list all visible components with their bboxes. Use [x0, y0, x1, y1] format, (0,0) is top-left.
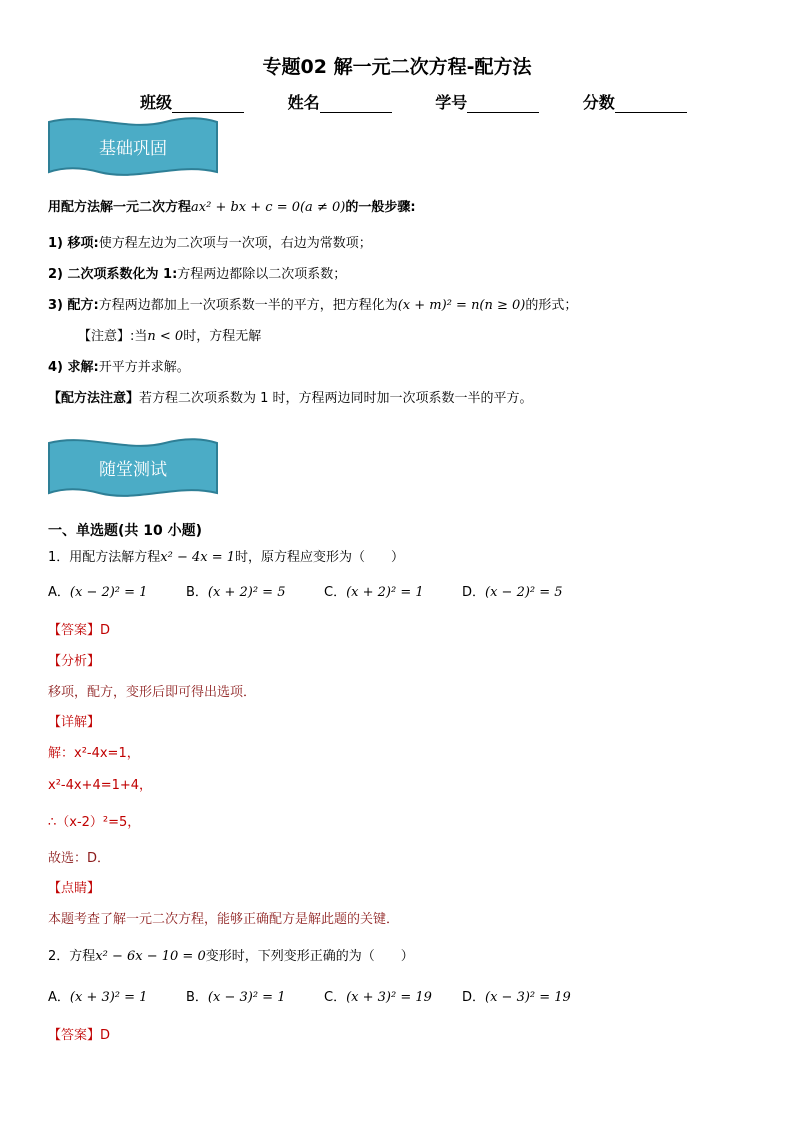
banner-test — [47, 437, 219, 499]
q1-detail-line-4: 故选：D． — [48, 851, 111, 866]
q1-detail-line-3: ∴（x-2）²=5， — [48, 815, 141, 830]
score-blank[interactable] — [615, 96, 687, 113]
q1-detail-line-2: x²-4x+4=1+4， — [48, 778, 153, 793]
step-4: 4) 求解:开平方并求解。 — [48, 360, 190, 375]
class-blank[interactable] — [172, 96, 244, 113]
q2-answer: 【答案】D — [48, 1028, 111, 1043]
q1-option-d[interactable]: D．(x − 2)² = 5 — [462, 585, 563, 600]
q1-option-b[interactable]: B．(x + 2)² = 5 — [186, 585, 286, 600]
q1-analysis-label: 【分析】 — [48, 654, 101, 669]
q1-analysis-text: 移项，配方，变形后即可得出选项． — [48, 685, 257, 700]
step-2: 2) 二次项系数化为 1:方程两边都除以二次项系数； — [48, 267, 347, 282]
q2-option-d[interactable]: D．(x − 3)² = 19 — [462, 990, 571, 1005]
question-1-stem: 1．用配方法解方程x² − 4x = 1时，原方程应变形为（ ） — [48, 550, 405, 565]
number-blank[interactable] — [467, 96, 539, 113]
section-heading: 一、单选题(共 10 小题) — [48, 523, 203, 539]
field-number: 学号 — [435, 90, 539, 113]
question-2-options — [48, 989, 600, 1007]
note: 【注意】:当n < 0时，方程无解 — [78, 329, 262, 344]
banner-basic-label: 基础巩固 — [99, 139, 167, 159]
q1-option-c[interactable]: C．(x + 2)² = 1 — [324, 585, 424, 600]
student-info-row — [140, 90, 725, 113]
method-tip: 【配方法注意】若方程二次项系数为 1 时，方程两边同时加一次项系数一半的平方。 — [48, 391, 533, 406]
step-3: 3) 配方:方程两边都加上一次项系数一半的平方，把方程化为(x + m)² = n(n ≥ 0)的形式； — [48, 298, 578, 313]
banner-basic — [47, 116, 219, 178]
question-2-stem: 2．方程x² − 6x − 10 = 0变形时，下列变形正确的为（ ） — [48, 949, 414, 964]
theory-intro: 用配方法解一元二次方程ax² + bx + c = 0(a ≠ 0)的一般步骤: — [48, 200, 416, 215]
field-name: 姓名 — [288, 90, 392, 113]
q1-option-a[interactable]: A．(x − 2)² = 1 — [48, 585, 148, 600]
q2-option-a[interactable]: A．(x + 3)² = 1 — [48, 990, 148, 1005]
question-1-options — [48, 584, 600, 602]
page-title: 专题02 解一元二次方程-配方法 — [262, 56, 532, 78]
step-1: 1) 移项:使方程左边为二次项与一次项，右边为常数项； — [48, 236, 372, 251]
q1-detail-label: 【详解】 — [48, 715, 101, 730]
field-class: 班级 — [140, 90, 244, 113]
name-blank[interactable] — [320, 96, 392, 113]
field-score: 分数 — [583, 90, 687, 113]
banner-test-label: 随堂测试 — [99, 460, 167, 480]
q2-option-b[interactable]: B．(x − 3)² = 1 — [186, 990, 286, 1005]
q1-detail-line-1: 解：x²-4x=1， — [48, 746, 140, 761]
q1-comment-text: 本题考查了解一元二次方程，能够正确配方是解此题的关键． — [48, 912, 400, 927]
q2-option-c[interactable]: C．(x + 3)² = 19 — [324, 990, 432, 1005]
q1-comment-label: 【点睛】 — [48, 881, 101, 896]
q1-answer: 【答案】D — [48, 623, 111, 638]
